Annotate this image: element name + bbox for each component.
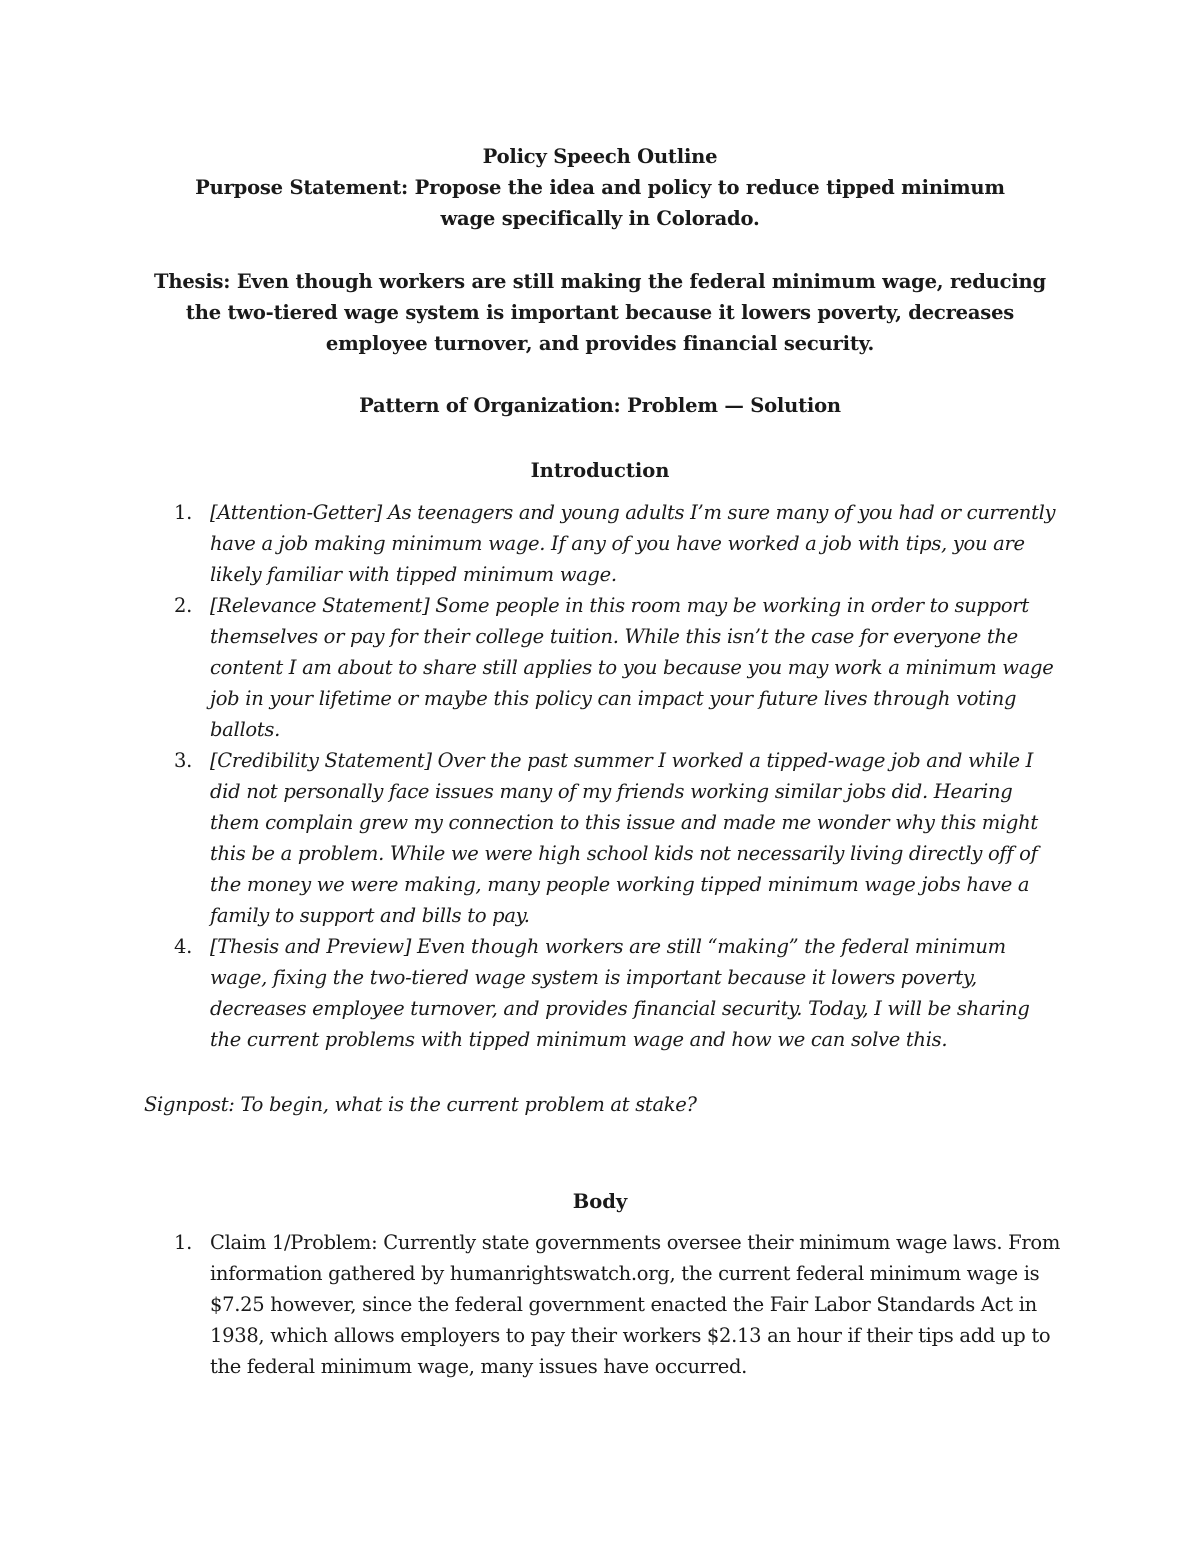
list-item-text: [Attention-Getter] As teenagers and young adults I’m sure many of you had or currently have a job making minimum wage. If any of you have worked a job with tips, you are likely familiar with tipped minimum wage. — [210, 501, 1056, 586]
list-number: 1. — [174, 1231, 193, 1254]
purpose-statement: Purpose Statement: Propose the idea and policy to reduce tipped minimum wage specifically in Colorado. — [195, 176, 1005, 230]
body-heading: Body — [572, 1190, 628, 1213]
list-item-text: [Thesis and Preview] Even though workers are still “making” the federal minimum wage, fixing the two-tiered wage system is important because it lowers poverty, decreases employee turnover, and provides financial security. Today, I will be sharing the current problems with tipped minimum wage and how we can solve this. — [210, 935, 1030, 1051]
introduction-list — [164, 497, 1064, 1055]
list-number: 3. — [174, 749, 193, 772]
introduction-heading: Introduction — [530, 459, 670, 482]
thesis-statement — [140, 266, 1060, 359]
list-item — [164, 590, 1064, 745]
document-title: Policy Speech Outline — [482, 145, 718, 168]
pattern-of-organization: Pattern of Organization: Problem — Solution — [359, 394, 841, 417]
list-item — [164, 931, 1064, 1055]
list-item — [164, 1227, 1064, 1382]
list-item — [164, 497, 1064, 590]
signpost: Signpost: To begin, what is the current problem at stake? — [144, 1093, 697, 1116]
thesis-text: Thesis: Even though workers are still making the federal minimum wage, reducing the two-tiered wage system is important because it lowers poverty, decreases employee turnover, and provides financial security. — [154, 270, 1046, 355]
list-item-text: Claim 1/Problem: Currently state governments oversee their minimum wage laws. From information gathered by humanrightswatch.org, the current federal minimum wage is $7.25 however, since the federal government enacted the Fair Labor Standards Act in 1938, which allows employers to pay their workers $2.13 an hour if their tips add up to the federal minimum wage, many issues have occurred. — [210, 1231, 1061, 1378]
list-item-text: [Relevance Statement] Some people in this room may be working in order to support themselves or pay for their college tuition. While this isn’t the case for everyone the content I am about to share still applies to you because you may work a minimum wage job in your lifetime or maybe this policy can impact your future lives through voting ballots. — [210, 594, 1054, 741]
title-block — [140, 141, 1060, 234]
list-number: 1. — [174, 501, 193, 524]
list-number: 2. — [174, 594, 193, 617]
list-item-text: [Credibility Statement] Over the past summer I worked a tipped-wage job and while I did not personally face issues many of my friends working similar jobs did. Hearing them complain grew my connection to this issue and made me wonder why this might this be a problem. While we were high school kids not necessarily living directly off of the money we were making, many people working tipped minimum wage jobs have a family to support and bills to pay. — [210, 749, 1038, 927]
list-number: 4. — [174, 935, 193, 958]
list-item — [164, 745, 1064, 931]
body-list — [164, 1227, 1064, 1382]
